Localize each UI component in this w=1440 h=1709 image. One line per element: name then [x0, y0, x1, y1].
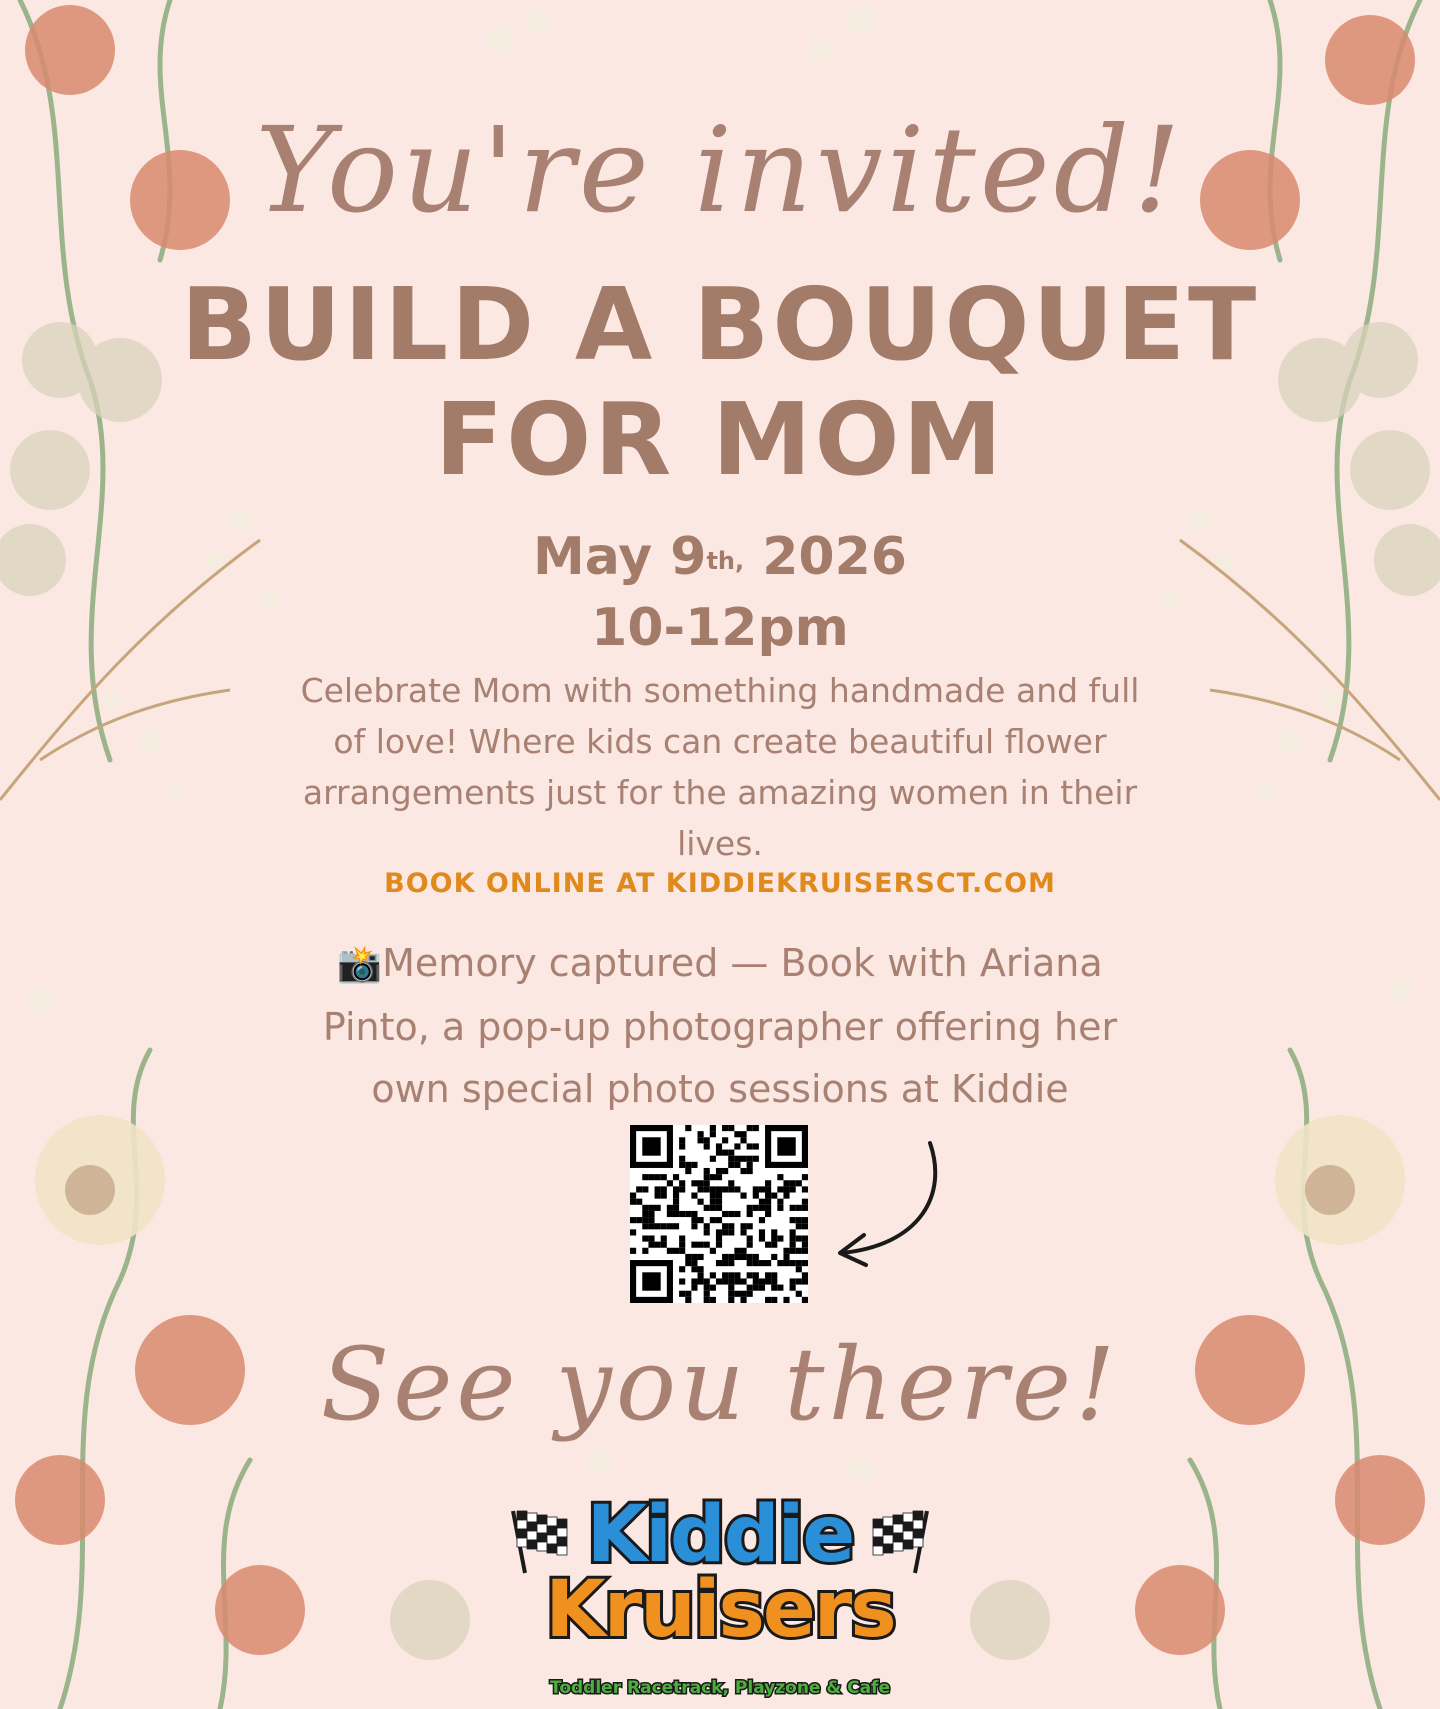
- qr-code-pattern: [630, 1125, 808, 1303]
- see-you-there-closing: See you there!: [320, 1326, 1120, 1443]
- date-month-day: May 9: [533, 527, 707, 587]
- booking-link-text: BOOK ONLINE AT KIDDIEKRUISERSCT.COM: [384, 868, 1056, 899]
- photo-session-description: Memory captured — Book with Ariana Pinto, a pop-up photographer offering her own special photo sessions at Kiddie: [322, 941, 1118, 1111]
- logo-kiddie-text: Kiddie: [586, 1490, 854, 1580]
- photo-session-text: [280, 932, 1160, 1120]
- date-suffix: th,: [706, 547, 745, 575]
- event-title-line-1: BUILD A BOUQUET: [180, 266, 1260, 383]
- event-date: [0, 523, 1440, 591]
- qr-finder-pattern: [630, 1260, 673, 1303]
- logo-kruisers-text: Kruisers: [545, 1565, 895, 1655]
- camera-flash-icon: 📸: [337, 944, 383, 985]
- youre-invited-heading: You're invited!: [255, 101, 1185, 239]
- curved-arrow-icon: [830, 1135, 950, 1270]
- qr-finder-pattern: [630, 1125, 673, 1168]
- date-year: 2026: [744, 527, 907, 587]
- qr-code[interactable]: [630, 1125, 808, 1303]
- event-time: 10-12pm: [591, 598, 849, 658]
- event-description: Celebrate Mom with something handmade and full of love! Where kids can create beautiful flower arrangements just for the amazing women in their lives.: [300, 671, 1140, 863]
- logo-tagline: Toddler Racetrack, Playzone & Cafe: [550, 1678, 890, 1698]
- qr-finder-pattern: [765, 1125, 808, 1168]
- event-title-line-2: FOR MOM: [434, 381, 1006, 498]
